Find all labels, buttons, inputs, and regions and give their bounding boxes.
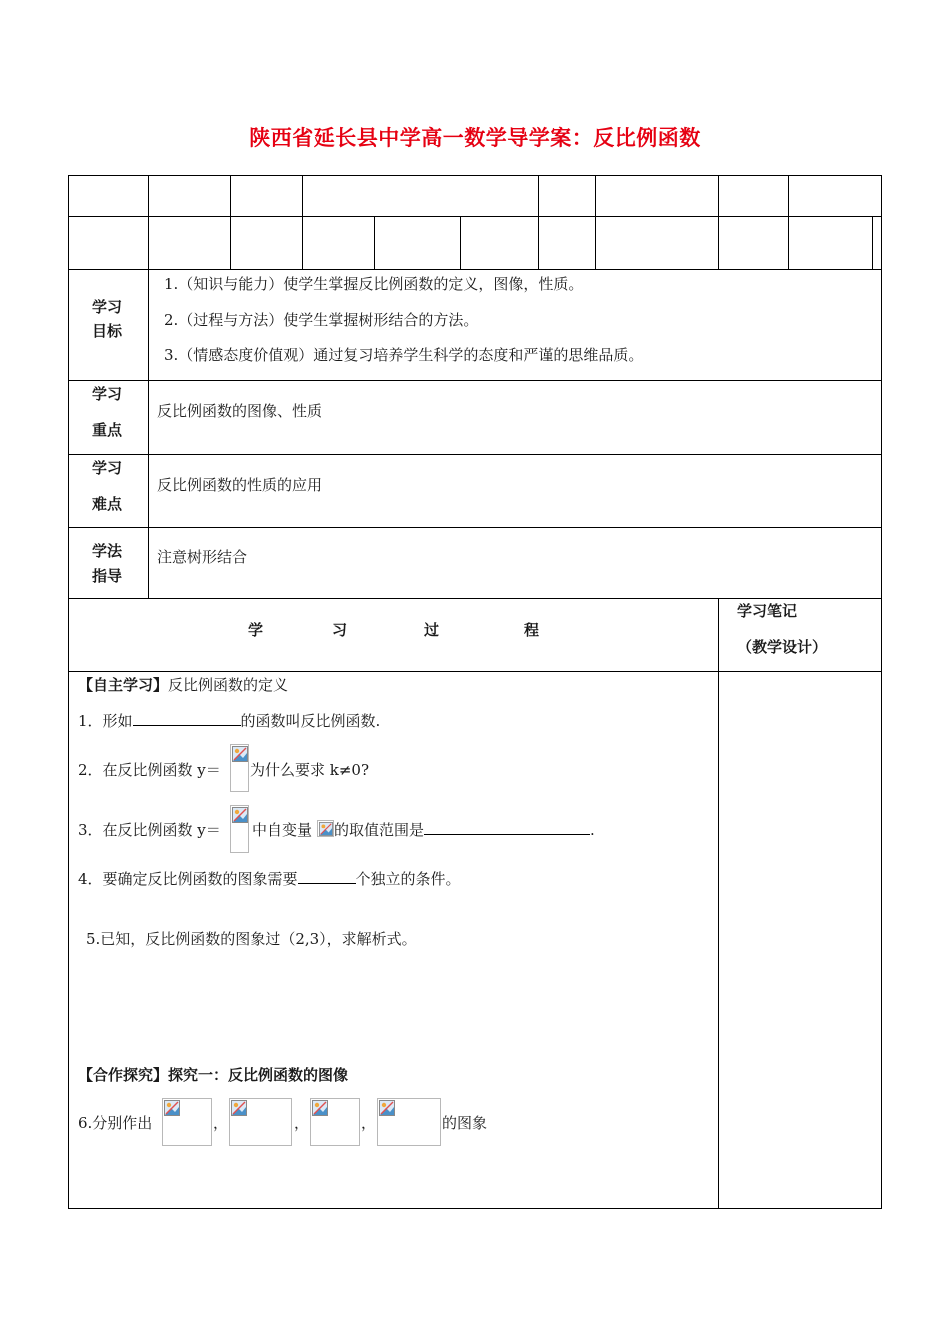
objectives-label-2: 目标	[92, 322, 123, 340]
process-heading-char: 习	[332, 621, 348, 639]
notes-column-divider	[718, 598, 719, 1209]
cooperation-heading: 【合作探究】探究一：反比例函数的图像	[78, 1066, 349, 1084]
grid-line	[460, 216, 461, 270]
answer-blank[interactable]	[298, 869, 356, 884]
question-6-suffix: 的图象	[442, 1114, 488, 1132]
process-heading-char: 程	[524, 621, 540, 639]
notes-sublabel: （教学设计）	[737, 638, 828, 656]
key-points-label-1: 学习	[92, 385, 123, 403]
question-5: 5.已知，反比例函数的图象过（2,3），求解析式。	[86, 930, 417, 948]
question-1-prefix: 1．形如	[78, 712, 133, 730]
key-points-label-2: 重点	[92, 421, 123, 439]
question-3-suffix	[334, 820, 595, 840]
objective-item: 3.（情感态度价值观）通过复习培养学生科学的态度和严谨的思维品质。	[164, 346, 644, 364]
question-3-middle: 中自变量	[252, 821, 313, 839]
question-3-prefix: 3．在反比例函数 y＝	[78, 821, 221, 839]
broken-image-icon	[230, 744, 249, 792]
broken-image-icon	[377, 1098, 441, 1146]
method-label-1: 学法	[92, 542, 123, 560]
header-grid-border	[68, 175, 882, 270]
self-study-tag: 【自主学习】	[78, 676, 169, 694]
question-4-suffix: 个独立的条件。	[355, 870, 461, 888]
question-2-suffix: 为什么要求 k≠0?	[250, 761, 370, 779]
question-3-end: .	[590, 821, 595, 839]
comma-separator: ，	[213, 1114, 229, 1132]
objectives-label-1: 学习	[92, 298, 123, 316]
process-heading-char: 过	[424, 621, 440, 639]
broken-image-icon	[230, 805, 249, 853]
grid-line	[595, 175, 596, 270]
label-column-divider	[148, 269, 149, 599]
comma-separator: ，	[361, 1114, 377, 1132]
question-6-prefix: 6.分别作出	[78, 1114, 153, 1132]
grid-line	[148, 175, 149, 270]
grid-line	[872, 216, 873, 270]
grid-line	[788, 175, 789, 270]
question-4	[78, 869, 461, 889]
method-label-2: 指导	[92, 567, 123, 585]
method-text: 注意树形结合	[157, 548, 248, 566]
key-points-text: 反比例函数的图像、性质	[157, 402, 323, 420]
row-divider	[68, 527, 882, 528]
difficulties-label-2: 难点	[92, 495, 123, 513]
grid-line	[538, 175, 539, 270]
grid-line	[302, 175, 303, 270]
self-study-heading	[78, 675, 288, 695]
question-3-range-text: 的取值范围是	[334, 821, 425, 839]
difficulties-label-1: 学习	[92, 459, 123, 477]
answer-blank[interactable]	[133, 711, 241, 726]
page-title: 陕西省延长县中学高一数学导学案：反比例函数	[249, 126, 701, 150]
comma-separator: ，	[294, 1114, 310, 1132]
process-header-divider	[68, 671, 882, 672]
answer-blank[interactable]	[424, 820, 590, 835]
question-1	[78, 711, 380, 731]
difficulties-text: 反比例函数的性质的应用	[157, 476, 323, 494]
objective-item: 2.（过程与方法）使学生掌握树形结合的方法。	[164, 311, 479, 329]
grid-line	[374, 216, 375, 270]
question-4-prefix: 4．要确定反比例函数的图象需要	[78, 870, 298, 888]
self-study-topic: 反比例函数的定义	[168, 676, 289, 694]
process-heading-char: 学	[248, 621, 264, 639]
objective-item: 1.（知识与能力）使学生掌握反比例函数的定义，图像，性质。	[164, 275, 584, 293]
notes-label: 学习笔记	[737, 602, 798, 620]
header-grid-divider	[68, 216, 882, 217]
question-1-suffix: 的函数叫反比例函数.	[240, 712, 381, 730]
question-2-prefix: 2．在反比例函数 y＝	[78, 761, 221, 779]
row-divider	[68, 454, 882, 455]
grid-line	[230, 175, 231, 270]
broken-image-icon	[317, 820, 334, 837]
broken-image-icon	[162, 1098, 212, 1146]
row-divider	[68, 380, 882, 381]
broken-image-icon	[229, 1098, 292, 1146]
broken-image-icon	[310, 1098, 360, 1146]
grid-line	[718, 175, 719, 270]
